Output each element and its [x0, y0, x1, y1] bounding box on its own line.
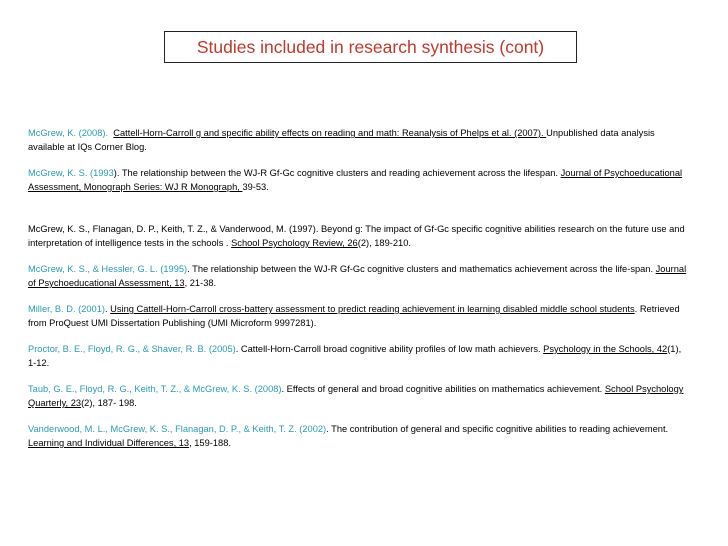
- reference-item: [28, 166, 690, 194]
- reference-title-link[interactable]: Using Cattell-Horn-Carroll cross-battery assessment to predict reading achievement in learning disabled middle school students: [110, 304, 635, 314]
- reference-journal-link[interactable]: School Psychology Review, 26: [231, 238, 358, 248]
- reference-item: [28, 302, 690, 330]
- reference-text: . Cattell-Horn-Carroll broad cognitive ability profiles of low math achievers.: [235, 344, 544, 354]
- reference-journal-link[interactable]: School Psychology Quarterly, 23: [28, 384, 684, 408]
- reference-item: [28, 262, 690, 290]
- slide-title: [164, 31, 577, 63]
- slide-title-text: Studies included in research synthesis (cont): [196, 36, 545, 57]
- reference-text: . The relationship between the WJ-R Gf-Gc cognitive clusters and mathematics achievement across the life-span.: [187, 264, 656, 274]
- reference-title-link[interactable]: Cattell-Horn-Carroll g and specific ability effects on reading and math: Reanalysis of Phelps et al. (2007).: [113, 128, 547, 138]
- reference-pages: 39-53.: [242, 182, 269, 192]
- reference-item: [28, 342, 690, 370]
- reference-item: [28, 222, 690, 250]
- reference-list: [28, 126, 690, 462]
- reference-author: Miller, B. D. (2001): [28, 304, 105, 314]
- reference-author: McGrew, K. (2008).: [28, 128, 109, 138]
- reference-pages: (2), 187- 198.: [81, 398, 137, 408]
- reference-journal-link[interactable]: Learning and Individual Differences, 13: [28, 438, 190, 448]
- reference-text: Unpublished data analysis available at IQs Corner Blog.: [28, 128, 655, 152]
- reference-author: McGrew, K. S., & Hessler, G. L. (1995): [28, 264, 188, 274]
- reference-pages: (1), 1-12.: [28, 344, 682, 368]
- reference-pages: (2), 189-210.: [357, 238, 411, 248]
- reference-author: Vanderwood, M. L., McGrew, K. S., Flanagan, D. P., & Keith, T. Z. (2002): [28, 424, 327, 434]
- reference-text: . Effects of general and broad cognitive abilities on mathematics achievement.: [281, 384, 605, 394]
- reference-author: Proctor, B. E., Floyd, R. G., & Shaver, R. B. (2005): [28, 344, 236, 354]
- reference-text: . The contribution of general and specific cognitive abilities to reading achievement.: [326, 424, 669, 434]
- reference-separator: .: [104, 304, 111, 314]
- reference-text: ). The relationship between the WJ-R Gf-Gc cognitive clusters and reading achievement across the lifespan.: [113, 168, 561, 178]
- reference-author: Taub, G. E., Floyd, R. G., Keith, T. Z., & McGrew, K. S. (2008): [28, 384, 282, 394]
- reference-item: [28, 382, 690, 410]
- reference-item: [28, 422, 690, 450]
- reference-text: . Retrieved from ProQuest UMI Dissertation Publishing (UMI Microform 9997281).: [28, 304, 680, 328]
- reference-author: McGrew, K. S. (1993: [28, 168, 114, 178]
- reference-item: [28, 126, 690, 154]
- reference-pages: , 21-38.: [184, 278, 217, 288]
- reference-journal-link[interactable]: Journal of Psychoeducational Assessment, 13: [28, 264, 687, 288]
- reference-journal-link[interactable]: Journal of Psychoeducational Assessment, Monograph Series: WJ R Monograph,: [28, 168, 683, 192]
- reference-journal-link[interactable]: Psychology in the Schools, 42: [543, 344, 668, 354]
- reference-text: McGrew, K. S., Flanagan, D. P., Keith, T. Z., & Vanderwood, M. (1997). Beyond g: The impact of Gf-Gc specific cognitive abilities research on the future use and interpretation of intelligence tests in the schools .: [28, 224, 685, 248]
- reference-pages: , 159-188.: [189, 438, 231, 448]
